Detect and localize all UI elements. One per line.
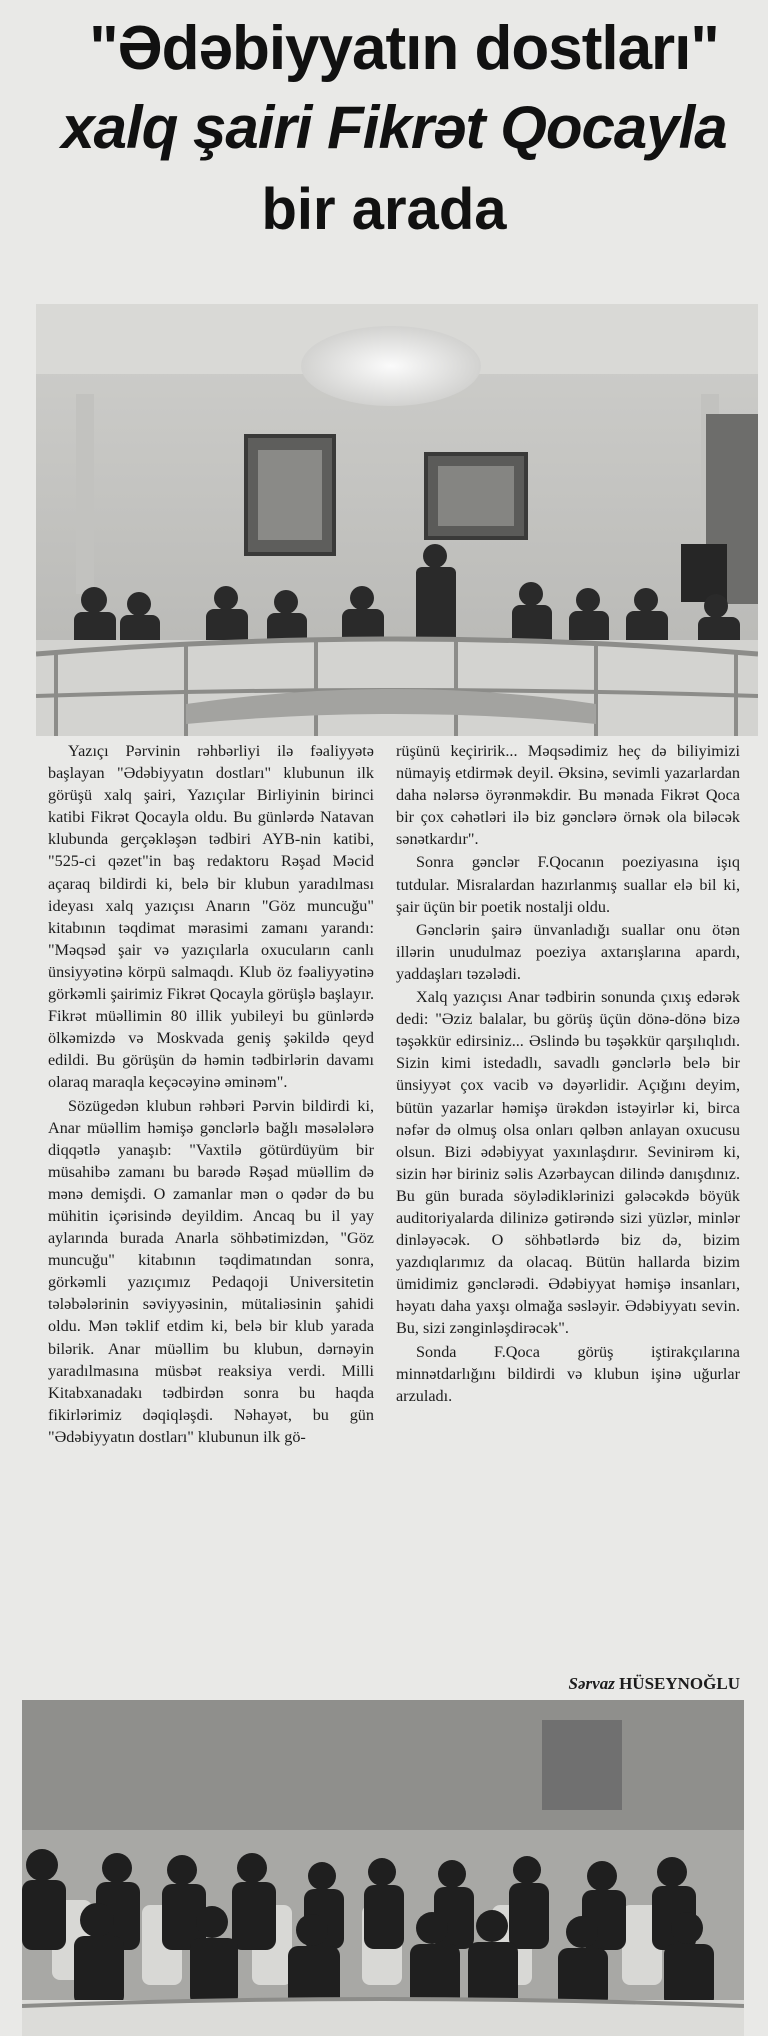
paragraph: Sonda F.Qoca görüş iştirakçılarına minnətdarlığını bildirdi və klubun işinə uğurlar arzuladı.: [396, 1342, 740, 1405]
audience-illustration: [22, 1700, 744, 2036]
paragraph: rüşünü keçiririk... Məqsədimiz heç də biliyimizi nümayiş etdirmək deyil. Əksinə, sevimli yazarlardan daha nələrsə öyrənməkdir. Bu mənada Fikrət Qoca bir çox cəhətləri ilə biz gənclərə örnək ola biləcək sənətkardır".: [396, 742, 740, 849]
audience-photo: [22, 1700, 744, 2036]
article-column-right: [396, 740, 740, 1407]
article-column-left: [48, 740, 374, 1448]
paragraph: Xalq yazıçısı Anar tədbirin sonunda çıxış edərək dedi: "Əziz balalar, bu görüş üçün dönə-dönə bizə təşəkkür edirsiniz... Əslində bu təşəkkür qarşılıqlıdı. Sizin kimi istedadlı, savadlı gənclərlə belə bir ünsiyyət çox vacib və dəyərlidir. Açığını deyim, bütün yazarlar həmişə ürəkdən istəyirlər ki, birca nəfər də olmuş olsa onları qəlbən anlayan oxucusu olsun. Bizi ədəbiyyat yaxınlaşdırır. Sevinirəm ki, sizin hər biriniz səlis Azərbaycan dilində danışdınız. Bu gün burada söylədiklərinizi gələcəkdə böyük auditoriyalarda dilinizə gətirəndə sizi yüzlər, minlər dinləyəcək. O söhbətlərdə biz də, bizim yazdıqlarımız da olacaq. Bütün hallarda bizim ümidimiz gənclərədi. Ədəbiyyat həmişə insanları, həyatı daha yaxşı olmağa səsləyir. Ədəbiyyatı sevin. Bu, sizi zənginləşdirəcək".: [396, 988, 740, 1338]
paragraph: Yazıçı Pərvinin rəhbərliyi ilə fəaliyyətə başlayan "Ədəbiyyatın dostları" klubunun ilk görüşü xalq şairi, Yazıçılar Birliyinin birinci katibi Fikrət Qocayla oldu. Bu günlərdə Natavan klubunda gerçəkləşən tədbiri AYB-nin katibi, "525-ci qəzet"in baş redaktoru Rəşad Məcid açaraq bildirdi ki, belə bir klubun yaradılması ideyası xalq yazıçısı Anarın "Göz muncuğu" kitabının təqdimat mərasimi zamanı yarandı: "Məqsəd şair və yazıçılarla oxucuların canlı ünsiyyətinə körpü salmaqdı. Klub öz fəaliyyətinə görkəmli şairimiz Fikrət Qocayla görüşlə başlayır. Fikrət müəllimin 80 illik yubileyi bu günlərdə ölkəmizdə və Moskvada geniş şəkildə qeyd edildi. Bu görüşün də həmin tədbirlərin davamı olaraq maraqla keçəcəyinə əminəm".: [48, 742, 374, 1092]
headline-line-3: bir arada: [261, 177, 507, 242]
article-headline: [0, 10, 768, 300]
headline-line-2: xalq şairi Fikrət Qocayla: [61, 94, 727, 161]
meeting-hall-photo: [36, 304, 758, 736]
headline-line-1: "Ədəbiyyatın dostları": [89, 14, 719, 83]
paragraph: Sonra gənclər F.Qocanın poeziyasına işıq tutdular. Misralardan hazırlanmış suallar elə bil ki, şair üçün bir poetik nostalji oldu.: [396, 853, 740, 916]
article-author: [396, 1674, 740, 1694]
author-last-name: HÜSEYNOĞLU: [619, 1674, 740, 1693]
paragraph: Gənclərin şairə ünvanladığı suallar onu ötən illərin unudulmaz poeziya axtarışlarına apardı, yaddaşları təzələdi.: [396, 920, 740, 983]
paragraph: Sözügedən klubun rəhbəri Pərvin bildirdi ki, Anar müəllim həmişə gənclərlə bağlı məsələlərə diqqətlə yanaşıb: "Vaxtilə götürdüyüm bir müsahibə zamanı bu barədə Rəşad müəllim də mənə demişdi. O zamanlar mən o qədər də bu mühitin içərisində deyildim. Ancaq bu il yay aylarında burada Anarla söhbətimizdən, "Göz muncuğu" kitabının təqdimatından sonra, görkəmli yazıçımız Pedaqoji Universitetin tələbələrinin səviyyəsinin, mütaliəsinin şahidi oldu. Mən təklif etdim ki, belə bir klub yarada bilərik. Anar müəllim bu klubun, dərnəyin yaradılmasına müsbət reaksiya verdi. Milli Kitabxanadakı tədbirdən sonra bu haqda fikirlərimiz dəqiqləşdi. Nəhayət, bu gün "Ədəbiyyatın dostları" klubunun ilk gö-: [48, 1096, 374, 1446]
meeting-hall-illustration: [36, 304, 758, 736]
author-first-name: Sərvaz: [568, 1674, 615, 1693]
